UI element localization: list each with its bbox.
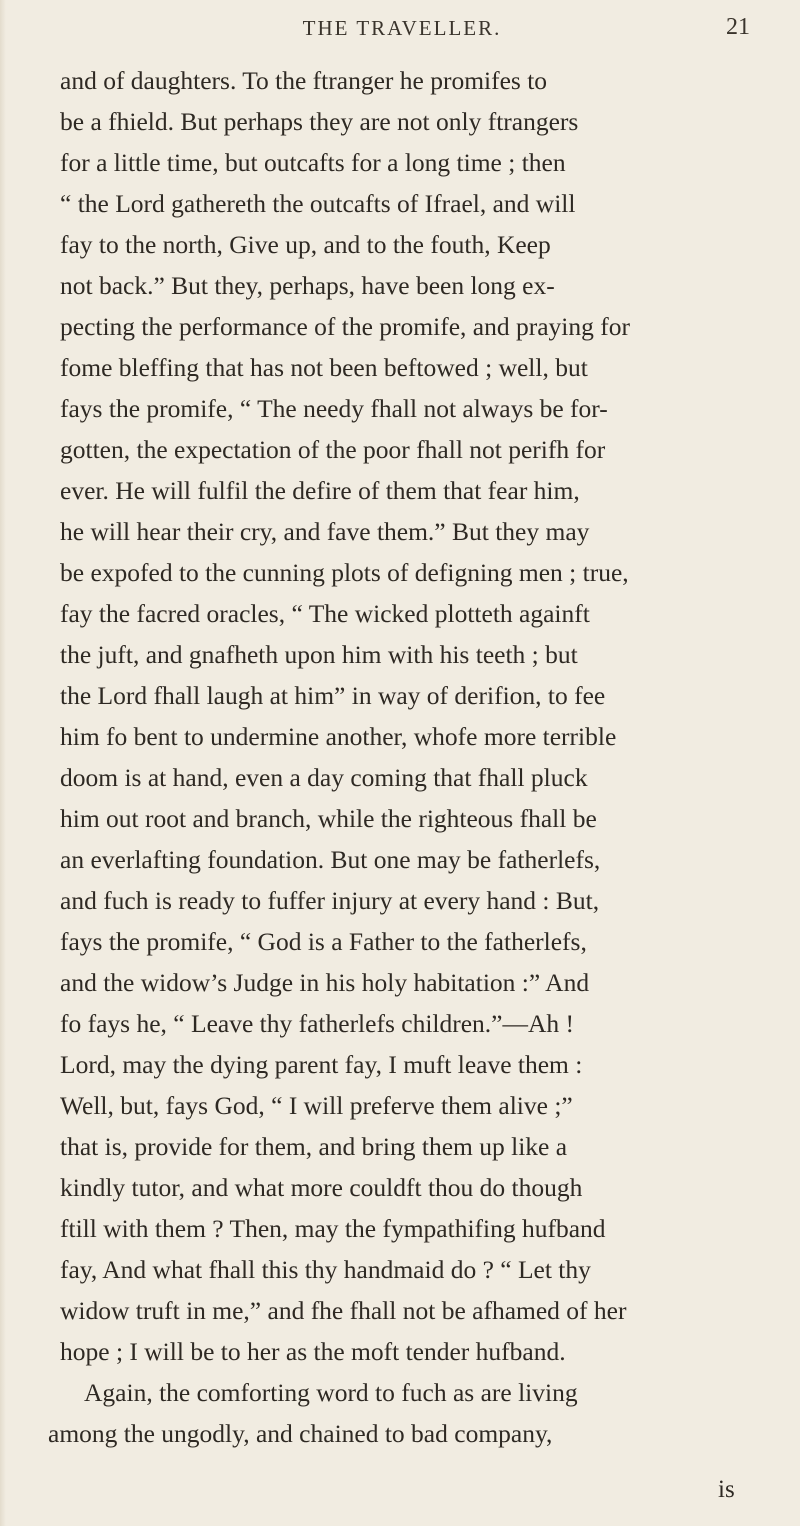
text-line: Well, but, fays God, “ I will preferve them alive ;” <box>60 1091 573 1120</box>
text-line: fay to the north, Give up, and to the fouth, Keep <box>60 230 551 259</box>
text-line: gotten, the expectation of the poor fhall not perifh for <box>60 435 606 464</box>
text-line: the juft, and gnafheth upon him with his teeth ; but <box>60 640 578 669</box>
body-text <box>48 60 756 1454</box>
text-line: pecting the performance of the promife, and praying for <box>60 312 630 341</box>
page-number: 21 <box>726 14 750 40</box>
running-title: THE TRAVELLER. <box>302 16 502 40</box>
text-line: him fo bent to undermine another, whofe more terrible <box>60 722 617 751</box>
text-line: doom is at hand, even a day coming that fhall pluck <box>60 763 588 792</box>
text-line: Lord, may the dying parent fay, I muft leave them : <box>60 1050 583 1079</box>
text-line: ftill with them ? Then, may the fympathifing hufband <box>60 1214 606 1243</box>
text-line: and the widow’s Judge in his holy habitation :” And <box>60 968 590 997</box>
text-line: be expofed to the cunning plots of defigning men ; true, <box>60 558 629 587</box>
text-line: and of daughters. To the ftranger he promifes to <box>60 66 548 95</box>
text-line: fo fays he, “ Leave thy fatherlefs children.”—Ah ! <box>60 1009 575 1038</box>
text-line: fays the promife, “ The needy fhall not always be for- <box>60 394 608 423</box>
text-line: be a fhield. But perhaps they are not only ftrangers <box>60 107 579 136</box>
text-line: fay, And what fhall this thy handmaid do ? “ Let thy <box>60 1255 591 1284</box>
text-line: ever. He will fulfil the defire of them that fear him, <box>60 476 580 505</box>
catchword: is <box>718 1476 735 1503</box>
text-line: he will hear their cry, and fave them.” But they may <box>60 517 590 546</box>
text-line: fay the facred oracles, “ The wicked plotteth againft <box>60 599 590 628</box>
text-line: not back.” But they, perhaps, have been long ex- <box>60 271 555 300</box>
text-line: “ the Lord gathereth the outcafts of Ifrael, and will <box>60 189 576 218</box>
text-line: fays the promife, “ God is a Father to the fatherlefs, <box>60 927 587 956</box>
text-line: kindly tutor, and what more couldft thou do though <box>60 1173 583 1202</box>
text-line: and fuch is ready to fuffer injury at every hand : But, <box>60 886 600 915</box>
text-line: the Lord fhall laugh at him” in way of derifion, to fee <box>60 681 606 710</box>
text-line: hope ; I will be to her as the moft tender hufband. <box>60 1337 566 1366</box>
text-line: widow truft in me,” and fhe fhall not be afhamed of her <box>60 1296 627 1325</box>
text-line: that is, provide for them, and bring them up like a <box>60 1132 568 1161</box>
page-header <box>52 8 752 48</box>
text-line: for a little time, but outcafts for a long time ; then <box>60 148 566 177</box>
text-line: an everlafting foundation. But one may be fatherlefs, <box>60 845 601 874</box>
text-line: Again, the comforting word to fuch as are living <box>84 1378 578 1407</box>
text-line: among the ungodly, and chained to bad company, <box>48 1419 553 1448</box>
text-line: him out root and branch, while the righteous fhall be <box>60 804 597 833</box>
page-edge-shadow <box>0 0 6 1526</box>
text-line: fome bleffing that has not been beftowed ; well, but <box>60 353 588 382</box>
